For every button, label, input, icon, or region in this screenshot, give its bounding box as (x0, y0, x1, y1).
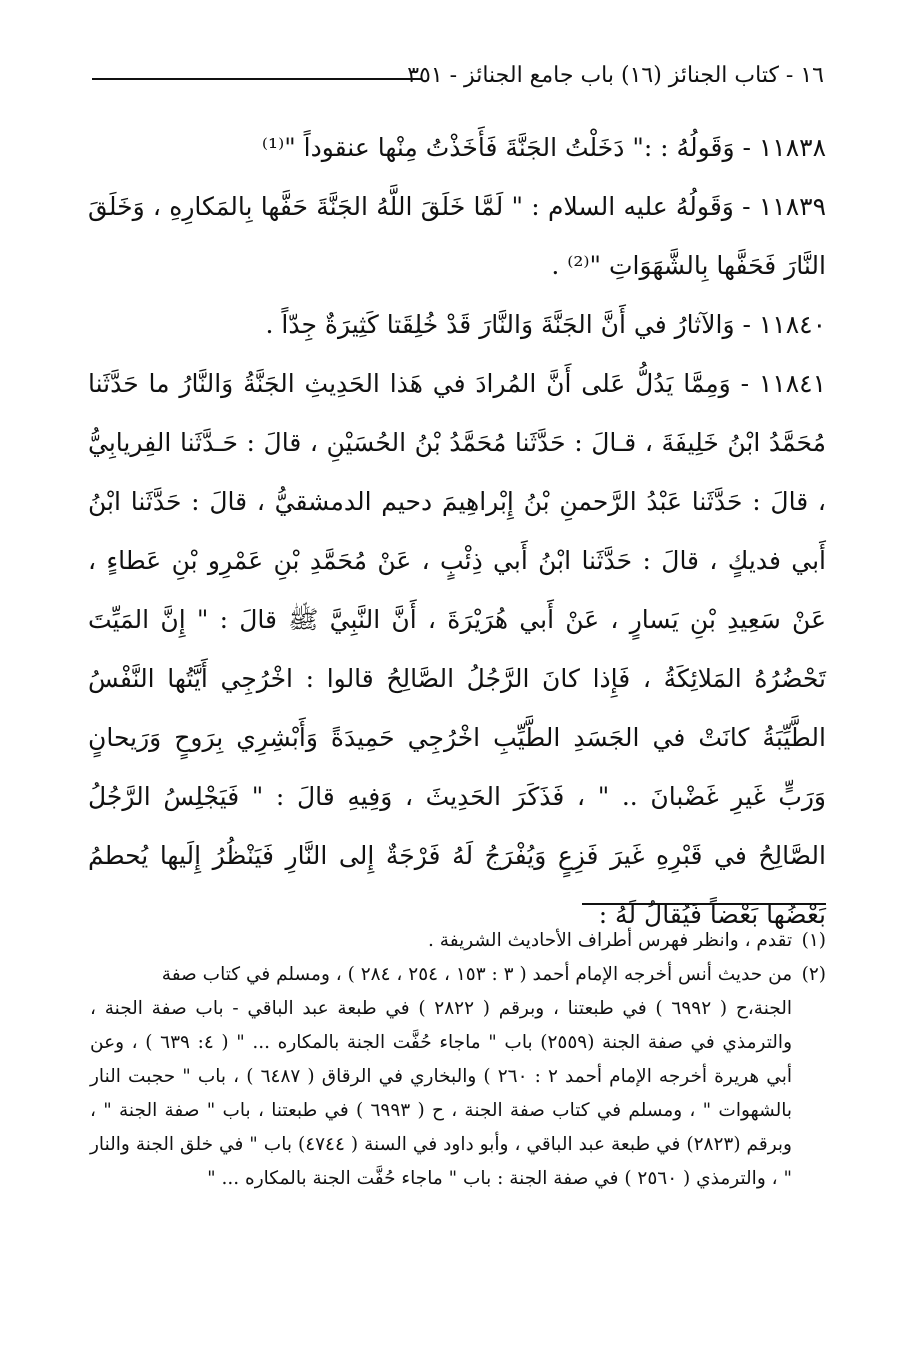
footnote-divider (582, 903, 826, 905)
footnote-2-continuation: الجنة،ح ( ٦٩٩٢ ) في طبعتنا ، وبرقم ( ٢٨٢٢ ) في طبعة عبد الباقي - باب صفة الجنة ، والترمذي في صفة الجنة (٢٥٥٩) باب " ماجاء حُفَّت الجنة بالمكاره ... " ( ٤: ٦٣٩ ) ، وعن أبي هريرة أخرجه الإمام أحمد ٢ : ٢٦٠ ) والبخاري في الرقاق ( ٦٤٨٧ ) ، باب " حجبت النار بالشهوات " ، ومسلم في كتاب صفة الجنة ، ح ( ٦٩٩٣ ) في طبعتنا ، باب " صفة الجنة " ، وبرقم (٢٨٢٣) في طبعة عبد الباقي ، وأبو داود في السنة ( ٤٧٤٤) باب " في خلق الجنة والنار " ، والترمذي ( ٢٥٦٠ ) في صفة الجنة : باب " ماجاء حُفَّت الجنة بالمكاره ... " (90, 998, 793, 1189)
main-text (88, 118, 826, 944)
paragraph-11840: ١١٨٤٠ - وَالآثارُ في أَنَّ الجَنَّةَ وَالنَّارَ قَدْ خُلِقَتا كَثِيرَةٌ جِدّاً . (265, 310, 826, 339)
footnote-marker: (١) (801, 930, 826, 951)
paragraph-11839: ١١٨٣٩ - وَقَولُهُ عليه السلام : " لَمَّا خَلَقَ اللَّهُ الجَنَّةَ حَفَّها بِالمَكارِهِ ، وَخَلَقَ النَّارَ فَحَفَّها بِالشَّهَوَاتِ "⁽²⁾ . (88, 192, 826, 280)
header-rule (92, 78, 422, 80)
footnotes (90, 924, 826, 1196)
footnote-marker: (٢) (801, 964, 826, 985)
footnote-1 (90, 924, 826, 958)
paragraph-11841: ١١٨٤١ - وَمِمَّا يَدُلُّ عَلى أَنَّ المُرادَ في هَذا الحَدِيثِ الجَنَّةُ وَالنَّارُ ما حَدَّثَنا مُحَمَّدُ ابْنُ خَلِيفَةَ ، قـالَ : حَدَّثَنا مُحَمَّدُ بْنُ الحُسَيْنِ ، قالَ : حَـدَّثَنا الفِريابِيُّ ، قالَ : حَدَّثَنا عَبْدُ الرَّحمنِ بْنُ إِبْراهِيمَ دحيم الدمشقيُّ ، قالَ : حَدَّثَنا ابْنُ أَبي فديكٍ ، قالَ : حَدَّثَنا ابْنُ أَبي ذِئْبٍ ، عَنْ مُحَمَّدِ بْنِ عَمْرِو بْنِ عَطاءٍ ، عَنْ سَعِيدِ بْنِ يَسارٍ ، عَنْ أَبي هُرَيْرَةَ ، أَنَّ النَّبِيَّ ﷺ قالَ : " إِنَّ المَيِّتَ تَحْضُرُهُ المَلائِكَةُ ، فَإِذا كانَ الرَّجُلُ الصَّالِحُ قالوا : اخْرُجِي أَيَّتُها النَّفْسُ الطَّيِّبَةُ كانَتْ في الجَسَدِ الطَّيِّبِ اخْرُجِي حَمِيدَةً وَأَبْشِرِي بِرَوحٍ وَرَيحانٍ وَرَبٍّ غَيرِ غَضْبانَ .. " ، فَذَكَرَ الحَدِيثَ ، وَفِيهِ قالَ : " فَيَجْلِسُ الرَّجُلُ الصَّالِحُ في قَبْرِهِ غَيرَ فَزِعٍ وَيُفْرَجُ لَهُ فَرْجَةٌ إِلى النَّارِ فَيَنْظُرُ إِلَيها يُحطمُ بَعْضُها بَعْضاً فَيُقالُ لَهُ : (88, 369, 826, 929)
paragraph-11838: ١١٨٣٨ - وَقَولُهُ : :" دَخَلْتُ الجَنَّةَ فَأَخَذْتُ مِنْها عنقوداً "⁽¹⁾ (261, 133, 826, 162)
header-title: ١٦ - كتاب الجنائز (١٦) باب جامع الجنائز - ٣٥١ (407, 63, 824, 88)
running-header (92, 58, 824, 94)
footnote-2 (90, 958, 826, 992)
footnote-text: من حديث أنس أخرجه الإمام أحمد ( ٣ : ١٥٣ ، ٢٥٤ ، ٢٨٤ ) ، ومسلم في كتاب صفة (161, 964, 793, 985)
footnote-text: تقدم ، وانظر فهرس أطراف الأحاديث الشريفة . (428, 930, 793, 951)
